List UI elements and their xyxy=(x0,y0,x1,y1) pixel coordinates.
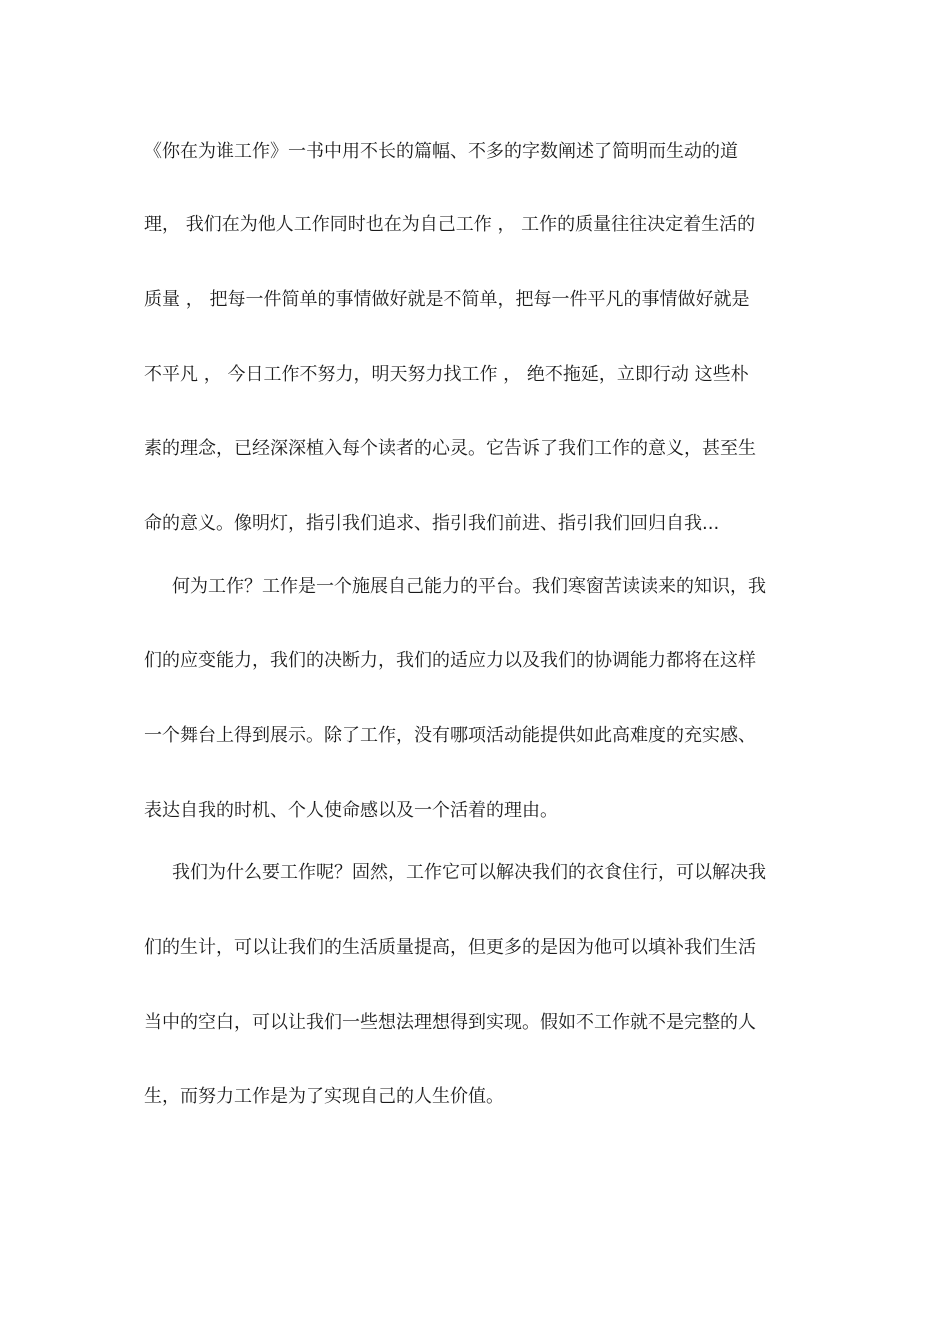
text-line: 《你在为谁工作》一书中用不长的篇幅、不多的字数阐述了简明而生动的道 xyxy=(144,141,738,162)
text-line: 质量 ， 把每一件简单的事情做好就是不简单，把每一件平凡的事情做好就是 xyxy=(144,289,750,310)
text-line: 们的应变能力，我们的决断力，我们的适应力以及我们的协调能力都将在这样 xyxy=(144,650,756,671)
text-line: 们的生计，可以让我们的生活质量提高，但更多的是因为他可以填补我们生活 xyxy=(144,937,756,958)
text-line: 一个舞台上得到展示。除了工作，没有哪项活动能提供如此高难度的充实感、 xyxy=(144,725,756,746)
text-line: 不平凡 ， 今日工作不努力，明天努力找工作 ， 绝不拖延，立即行动 这些朴 xyxy=(144,364,749,385)
text-line: 命的意义。像明灯，指引我们追求、指引我们前进、指引我们回归自我... xyxy=(144,513,720,534)
text-line: 何为工作？工作是一个施展自己能力的平台。我们寒窗苦读读来的知识，我 xyxy=(172,576,766,597)
text-line: 生，而努力工作是为了实现自己的人生价值。 xyxy=(144,1086,504,1107)
text-line: 理， 我们在为他人工作同时也在为自己工作 ， 工作的质量往往决定着生活的 xyxy=(144,214,756,235)
text-line: 素的理念，已经深深植入每个读者的心灵。它告诉了我们工作的意义，甚至生 xyxy=(144,438,756,459)
text-line: 当中的空白，可以让我们一些想法理想得到实现。假如不工作就不是完整的人 xyxy=(144,1012,756,1033)
text-line: 我们为什么要工作呢？固然，工作它可以解决我们的衣食住行，可以解决我 xyxy=(172,862,766,883)
text-line: 表达自我的时机、个人使命感以及一个活着的理由。 xyxy=(144,800,558,821)
